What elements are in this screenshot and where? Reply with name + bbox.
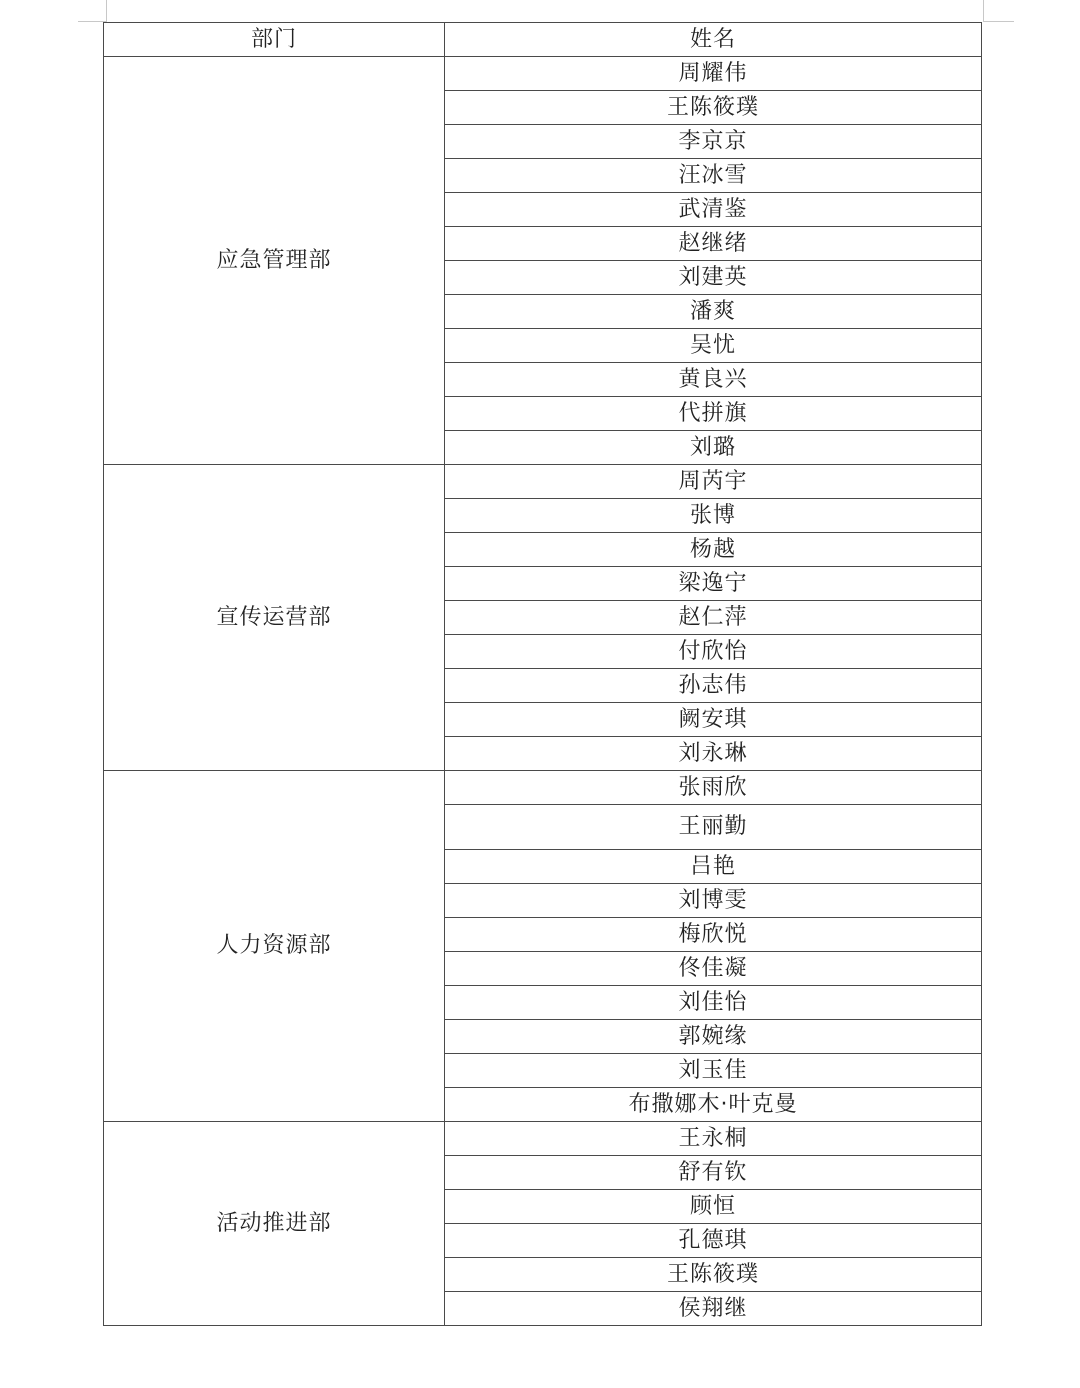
member-name-cell: 吴忧 bbox=[445, 329, 982, 363]
member-name-cell: 阙安琪 bbox=[445, 703, 982, 737]
department-roster-table bbox=[103, 22, 982, 1326]
table-body bbox=[104, 57, 982, 1326]
header-name: 姓名 bbox=[445, 23, 982, 57]
member-name-cell: 王永桐 bbox=[445, 1122, 982, 1156]
member-name-cell: 顾恒 bbox=[445, 1190, 982, 1224]
member-name-cell: 刘永琳 bbox=[445, 737, 982, 771]
department-cell: 人力资源部 bbox=[104, 771, 445, 1122]
member-name-cell: 王丽勤 bbox=[445, 805, 982, 850]
member-name-cell: 郭婉缘 bbox=[445, 1020, 982, 1054]
member-name-cell: 梁逸宁 bbox=[445, 567, 982, 601]
page-corner-mark-top-left bbox=[78, 21, 106, 22]
member-name-cell: 王陈筱璞 bbox=[445, 1258, 982, 1292]
member-name-cell: 杨越 bbox=[445, 533, 982, 567]
table-row bbox=[104, 1122, 982, 1156]
department-cell: 活动推进部 bbox=[104, 1122, 445, 1326]
member-name-cell: 李京京 bbox=[445, 125, 982, 159]
member-name-cell: 周芮宇 bbox=[445, 465, 982, 499]
member-name-cell: 舒有钦 bbox=[445, 1156, 982, 1190]
member-name-cell: 布撒娜木·叶克曼 bbox=[445, 1088, 982, 1122]
member-name-cell: 代拼旗 bbox=[445, 397, 982, 431]
member-name-cell: 潘爽 bbox=[445, 295, 982, 329]
member-name-cell: 梅欣悦 bbox=[445, 918, 982, 952]
member-name-cell: 付欣怡 bbox=[445, 635, 982, 669]
member-name-cell: 汪冰雪 bbox=[445, 159, 982, 193]
header-department: 部门 bbox=[104, 23, 445, 57]
table-header-row bbox=[104, 23, 982, 57]
member-name-cell: 刘建英 bbox=[445, 261, 982, 295]
member-name-cell: 刘璐 bbox=[445, 431, 982, 465]
member-name-cell: 张博 bbox=[445, 499, 982, 533]
table-row bbox=[104, 771, 982, 805]
member-name-cell: 刘玉佳 bbox=[445, 1054, 982, 1088]
member-name-cell: 赵仁萍 bbox=[445, 601, 982, 635]
member-name-cell: 张雨欣 bbox=[445, 771, 982, 805]
member-name-cell: 刘佳怡 bbox=[445, 986, 982, 1020]
page-corner-mark-right bbox=[983, 0, 984, 22]
member-name-cell: 吕艳 bbox=[445, 850, 982, 884]
member-name-cell: 佟佳凝 bbox=[445, 952, 982, 986]
member-name-cell: 侯翔继 bbox=[445, 1292, 982, 1326]
member-name-cell: 孙志伟 bbox=[445, 669, 982, 703]
member-name-cell: 刘博雯 bbox=[445, 884, 982, 918]
member-name-cell: 孔德琪 bbox=[445, 1224, 982, 1258]
department-cell: 宣传运营部 bbox=[104, 465, 445, 771]
member-name-cell: 赵继绪 bbox=[445, 227, 982, 261]
table-row bbox=[104, 57, 982, 91]
member-name-cell: 武清鉴 bbox=[445, 193, 982, 227]
member-name-cell: 黄良兴 bbox=[445, 363, 982, 397]
page-corner-mark-left bbox=[106, 0, 107, 22]
department-cell: 应急管理部 bbox=[104, 57, 445, 465]
table-row bbox=[104, 465, 982, 499]
member-name-cell: 周耀伟 bbox=[445, 57, 982, 91]
member-name-cell: 王陈筱璞 bbox=[445, 91, 982, 125]
page-corner-mark-top-right bbox=[984, 21, 1014, 22]
